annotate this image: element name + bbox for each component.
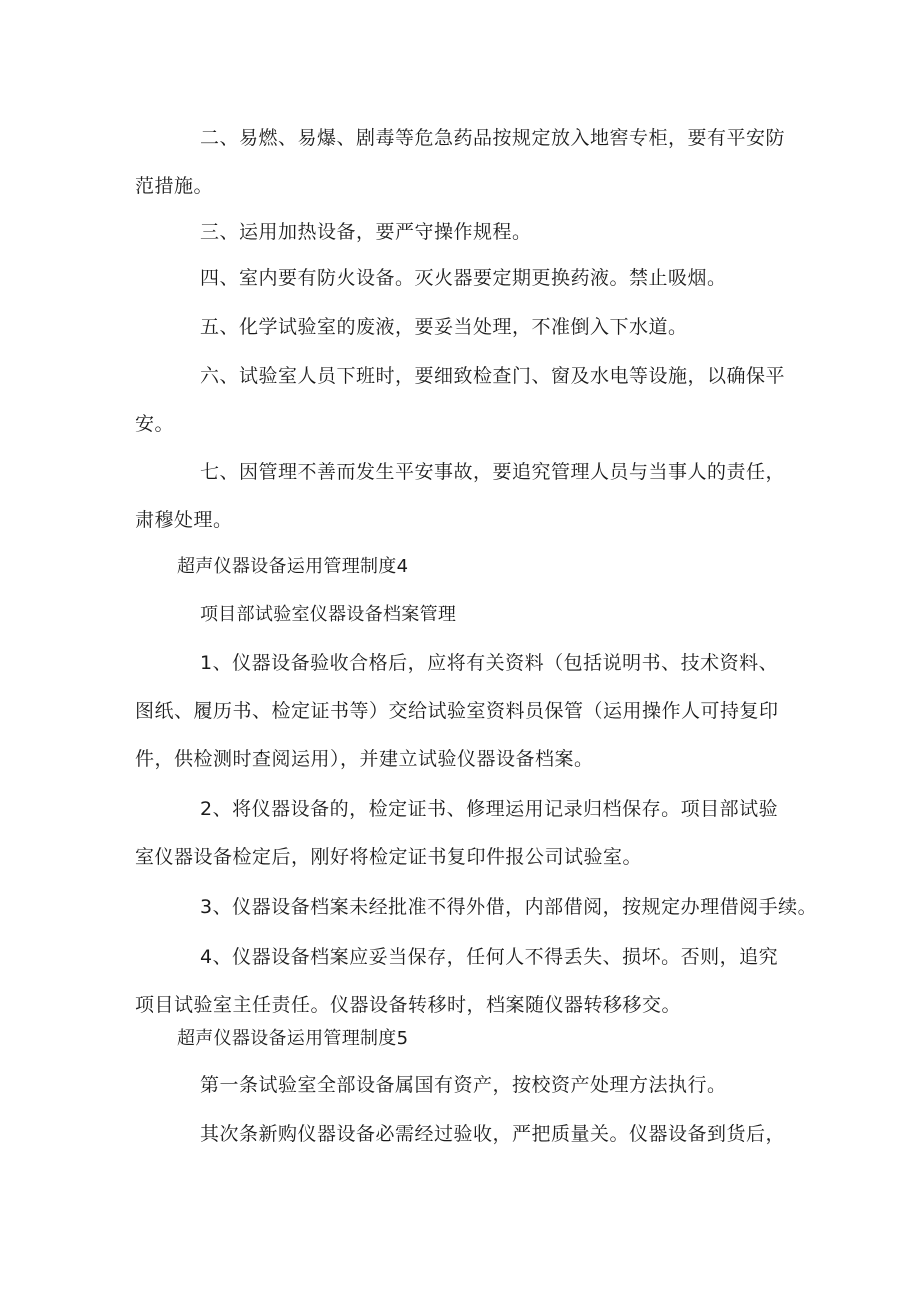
rule-3: 三、运用加热设备，要严守操作规程。 xyxy=(200,221,532,243)
item-1-line-1: 1、仪器设备验收合格后，应将有关资料（包括说明书、技术资料、 xyxy=(200,652,779,674)
item-1-line-3: 件，供检测时查阅运用），并建立试验仪器设备档案。 xyxy=(135,748,594,770)
section-heading-4: 超声仪器设备运用管理制度4 xyxy=(177,556,409,577)
rule-2-line-2: 范措施。 xyxy=(135,175,214,197)
section-heading-5: 超声仪器设备运用管理制度5 xyxy=(177,1028,409,1049)
rule-4: 四、室内要有防火设备。灭火器要定期更换药液。禁止吸烟。 xyxy=(200,267,727,289)
section-subtitle: 项目部试验室仪器设备档案管理 xyxy=(200,604,457,625)
rule-5: 五、化学试验室的废液，要妥当处理，不准倒入下水道。 xyxy=(200,316,688,338)
item-1-line-2: 图纸、履历书、检定证书等）交给试验室资料员保管（运用操作人可持复印 xyxy=(135,700,779,722)
item-4-line-2: 项目试验室主任责任。仪器设备转移时，档案随仪器转移移交。 xyxy=(135,994,682,1016)
rule-2-line-1: 二、易燃、易爆、剧毒等危急药品按规定放入地窖专柜，要有平安防 xyxy=(200,127,786,149)
item-2-line-1: 2、将仪器设备的，检定证书、修理运用记录归档保存。项目部试验 xyxy=(200,798,779,820)
item-4-line-1: 4、仪器设备档案应妥当保存，任何人不得丢失、损坏。否则，追究 xyxy=(200,946,779,968)
rule-7-line-2: 肃穆处理。 xyxy=(135,509,233,531)
article-1: 第一条试验室全部设备属国有资产，按校资产处理方法执行。 xyxy=(200,1074,727,1096)
rule-7-line-1: 七、因管理不善而发生平安事故，要追究管理人员与当事人的责任， xyxy=(200,461,786,483)
item-2-line-2: 室仪器设备检定后，刚好将检定证书复印件报公司试验室。 xyxy=(135,846,643,868)
rule-6-line-1: 六、试验室人员下班时，要细致检查门、窗及水电等设施，以确保平 xyxy=(200,365,786,387)
article-2-line-1: 其次条新购仪器设备必需经过验收，严把质量关。仪器设备到货后， xyxy=(200,1123,786,1145)
rule-6-line-2: 安。 xyxy=(135,413,175,435)
item-3: 3、仪器设备档案未经批准不得外借，内部借阅，按规定办理借阅手续。 xyxy=(200,896,818,918)
